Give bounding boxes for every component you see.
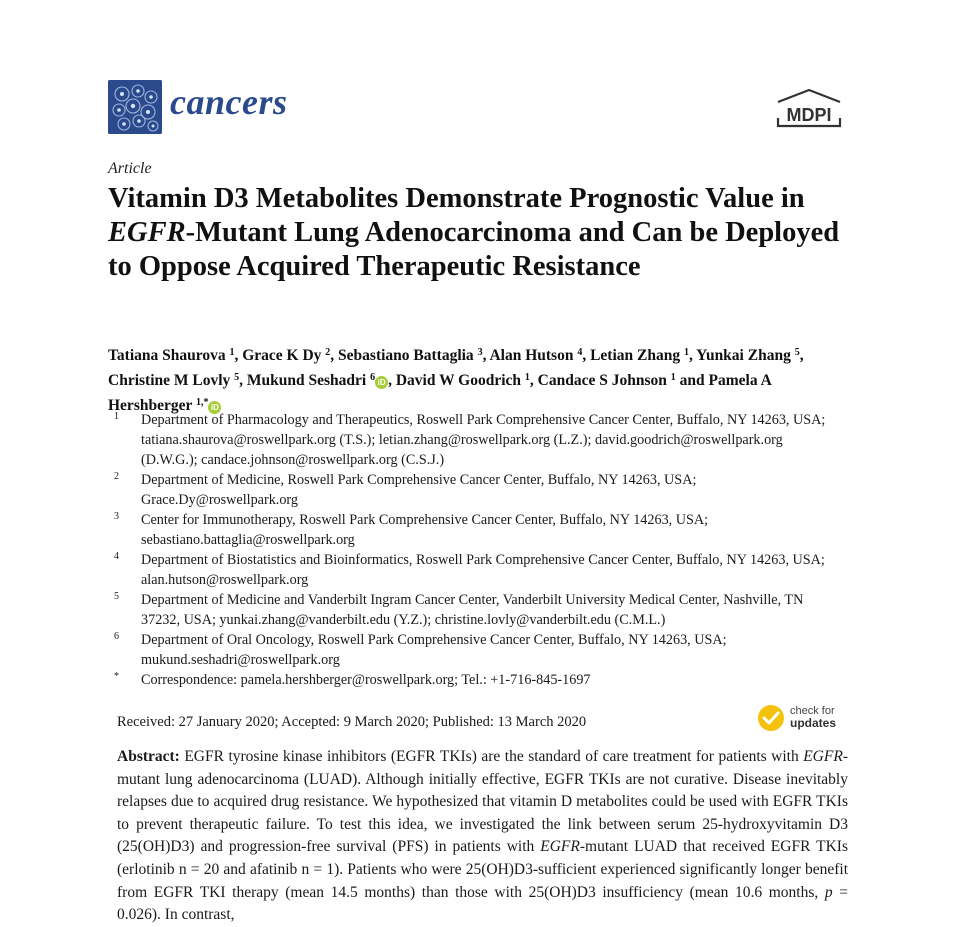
check-updates-line1: check for [790, 705, 835, 717]
affiliation-text: Department of Pharmacology and Therapeutics, Roswell Park Comprehensive Cancer Center, Buffalo, NY 14263, USA; tatiana.shaurova@roswellpark.org (T.S.); letian.zhang@roswellpark.org (L.Z.); david.goodrich@roswellpark.org (D.W.G.); candace.johnson@roswellpark.org (C.S.J.) [141, 412, 826, 468]
affiliation-item [108, 550, 838, 590]
author-separator: , [482, 347, 490, 364]
author-name: Letian Zhang [590, 347, 681, 364]
orcid-icon[interactable]: iD [375, 376, 388, 389]
author-name: Christine M Lovly [108, 372, 231, 389]
author-name: Tatiana Shaurova [108, 347, 226, 364]
title-part2: -Mutant Lung Adenocarcinoma and Can be Deployed to Oppose Acquired Therapeutic Resistance [108, 217, 840, 282]
affiliation-text: Department of Medicine, Roswell Park Comprehensive Cancer Center, Buffalo, NY 14263, USA; Grace.Dy@roswellpark.org [141, 472, 697, 508]
author-name: Alan Hutson [489, 347, 574, 364]
affiliation-number: 1 [114, 411, 119, 422]
abstract-italic-1: EGFR [803, 748, 843, 765]
affiliation-text: Center for Immunotherapy, Roswell Park Comprehensive Cancer Center, Buffalo, NY 14263, USA; sebastiano.battaglia@roswellpark.org [141, 512, 709, 548]
abstract-italic-2: EGFR [540, 838, 580, 856]
publisher-name: MDPI [786, 105, 832, 125]
author-separator: , [529, 372, 538, 389]
affiliation-text: Correspondence: pamela.hershberger@roswellpark.org; Tel.: +1-716-845-1697 [141, 672, 591, 688]
orcid-icon[interactable]: iD [208, 401, 221, 414]
cells-cluster-icon [108, 80, 162, 134]
author-separator: , [388, 372, 396, 389]
author-separator: , [582, 347, 591, 364]
publisher-logo [774, 88, 844, 130]
abstract-text-1: EGFR tyrosine kinase inhibitors (EGFR TKIs) are the standard of care treatment for patients with [179, 748, 804, 765]
author-affiliation-number: 1 [229, 347, 235, 358]
check-for-updates-badge[interactable] [757, 704, 847, 734]
author-affiliation-number: 1,* [195, 397, 209, 408]
abstract-italic-3: p [824, 883, 833, 901]
publication-dates: Received: 27 January 2020; Accepted: 9 March 2020; Published: 13 March 2020 [117, 714, 587, 730]
title-part1: Vitamin D3 Metabolites Demonstrate Prognostic Value in [108, 183, 805, 214]
author-affiliation-number: 3 [477, 347, 483, 358]
author-separator: and [675, 372, 709, 389]
affiliation-number: 5 [114, 591, 119, 602]
journal-name: cancers [170, 82, 288, 122]
author-separator: , [239, 372, 247, 389]
author-separator: , [799, 347, 804, 364]
affiliation-number: 6 [114, 631, 119, 642]
abstract-text-3: -mutant LUAD that received EGFR TKIs (erlotinib n = 20 and afatinib n = 1). Patients who were 25(OH)D3-sufficient experienced significantly longer benefit from EGFR TKI therapy (mean 14.5 months) than those with 25(OH)D3 insufficiency (mean 10.6 months, [117, 838, 848, 901]
author-affiliation-number: 5 [234, 372, 240, 383]
author-name: Yunkai Zhang [696, 347, 791, 364]
author-affiliation-number: 2 [325, 347, 331, 358]
author-list [108, 342, 828, 417]
affiliation-number: 2 [114, 471, 119, 482]
author-name: Mukund Seshadri [246, 372, 367, 389]
author-name: Pamela A Hershberger [108, 372, 771, 414]
affiliation-item [108, 510, 838, 550]
article-title [108, 182, 848, 284]
affiliation-text: Department of Oral Oncology, Roswell Park Comprehensive Cancer Center, Buffalo, NY 14263, USA; mukund.seshadri@roswellpark.org [141, 632, 727, 668]
article-type: Article [108, 160, 152, 177]
author-affiliation-number: 1 [670, 372, 676, 383]
author-affiliation-number: 6 [370, 372, 376, 383]
abstract-label: Abstract: [117, 748, 180, 765]
affiliation-text: Department of Medicine and Vanderbilt Ingram Cancer Center, Vanderbilt University Medical Center, Nashville, TN 37232, USA; yunkai.zhang@vanderbilt.edu (Y.Z.); christine.lovly@vanderbilt.edu (C.M.L.) [141, 592, 804, 628]
affiliation-item [108, 470, 838, 510]
affiliation-item [108, 590, 838, 630]
author-name: Grace K Dy [242, 347, 322, 364]
abstract-text-2: -mutant lung adenocarcinoma (LUAD). Although initially effective, EGFR TKIs are not curative. Disease inevitably relapses due to acquired drug resistance. We hypothesized that vitamin D metabolites could be used with EGFR TKIs to prevent therapeutic failure. To test this idea, we investigated the link between serum 25-hydroxyvitamin D3 (25(OH)D3) and progression-free survival (PFS) in patients with [117, 748, 848, 856]
author-affiliation-number: 4 [577, 347, 583, 358]
author-name: Candace S Johnson [537, 372, 667, 389]
author-affiliation-number: 1 [683, 347, 689, 358]
author-name: Sebastiano Battaglia [338, 347, 474, 364]
abstract [117, 746, 848, 927]
affiliation-list [108, 410, 838, 690]
check-circle-icon [757, 704, 785, 732]
author-separator: , [688, 347, 697, 364]
affiliation-number: * [114, 671, 119, 682]
check-updates-line2: updates [790, 716, 837, 730]
affiliation-number: 4 [114, 551, 119, 562]
author-affiliation-number: 5 [794, 347, 800, 358]
affiliation-item [108, 630, 838, 670]
author-separator: , [234, 347, 243, 364]
affiliation-item [108, 410, 838, 470]
author-affiliation-number: 1 [524, 372, 530, 383]
author-name: David W Goodrich [395, 372, 522, 389]
affiliation-text: Department of Biostatistics and Bioinformatics, Roswell Park Comprehensive Cancer Center, Buffalo, NY 14263, USA; alan.hutson@roswellpark.org [141, 552, 825, 588]
author-separator: , [330, 347, 339, 364]
affiliation-number: 3 [114, 511, 119, 522]
abstract-text-4: = 0.026). In contrast, [117, 883, 848, 924]
affiliation-item [108, 670, 838, 690]
title-italic: EGFR [108, 217, 186, 248]
